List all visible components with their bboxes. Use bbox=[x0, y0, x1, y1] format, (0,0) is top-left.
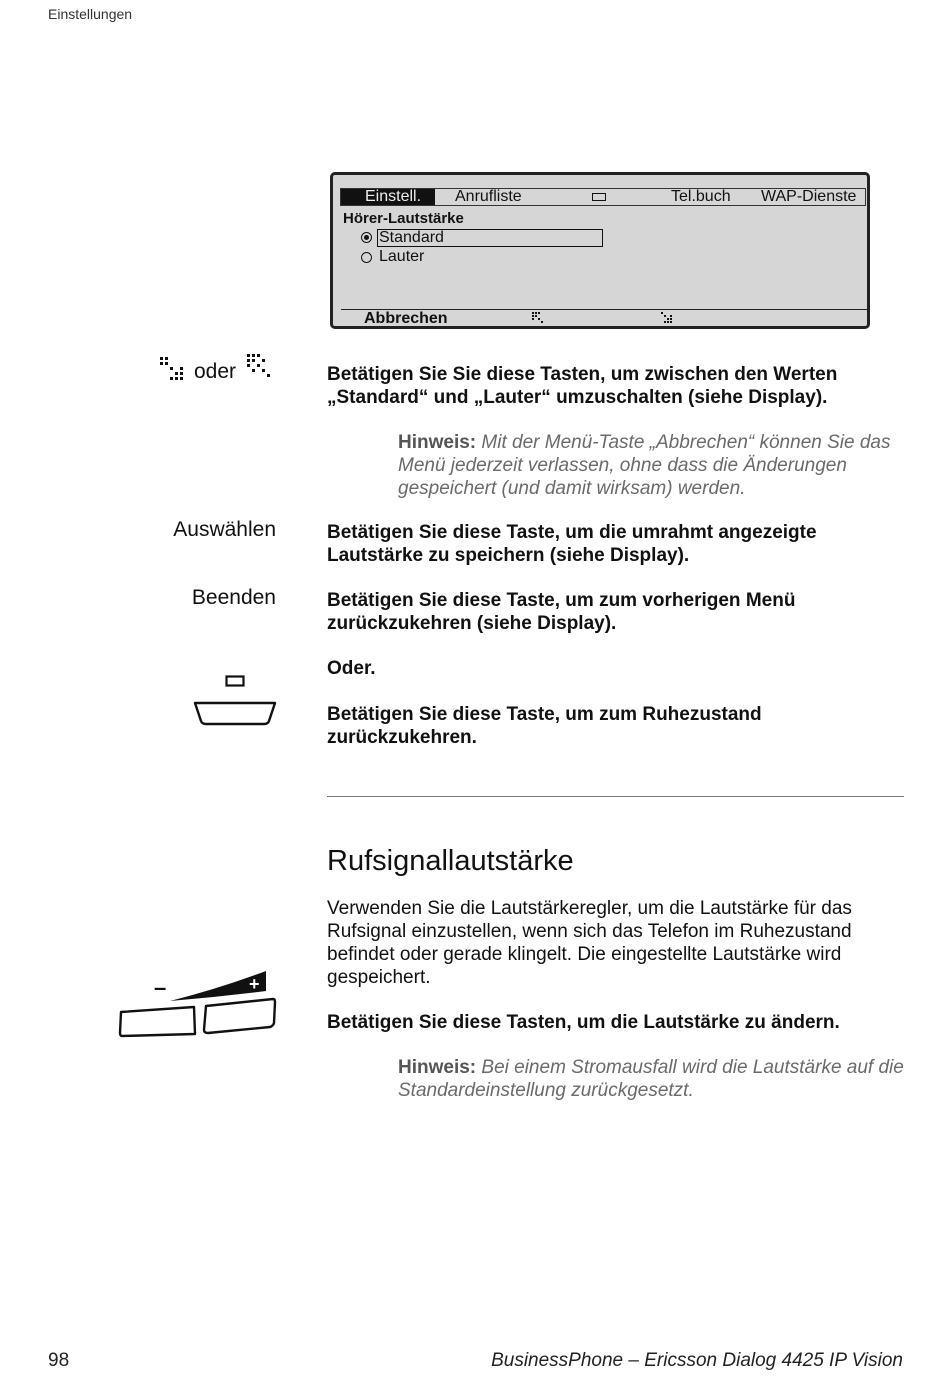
volume-keys-icon bbox=[118, 969, 278, 1041]
note-text-2: Bei einem Stromausfall wird die Lautstärke auf die Standardeinstellung zurückgesetzt. bbox=[398, 1057, 904, 1101]
section-divider bbox=[327, 796, 904, 797]
oder-label: oder bbox=[194, 360, 237, 383]
section-heading: Rufsignallautstärke bbox=[327, 845, 574, 877]
running-head: Einstellungen bbox=[48, 6, 133, 22]
display-title: Hörer-Lautstärke bbox=[343, 210, 464, 227]
key-beenden: Beenden bbox=[191, 586, 276, 609]
phonebook-key-icon bbox=[592, 193, 606, 201]
select-instruction: Betätigen Sie diese Taste, um die umrahmt angezeigte Lautstärke zu speichern (siehe Display). bbox=[327, 522, 817, 566]
exit-instruction: Betätigen Sie diese Taste, um zum vorherigen Menü zurückzukehren (siehe Display). bbox=[327, 590, 796, 634]
display-tab-einstell: Einstell. bbox=[341, 189, 435, 205]
idle-instruction: Betätigen Sie diese Taste, um zum Ruhezustand zurückzukehren. bbox=[327, 704, 762, 748]
display-tab-wap: WAP-Dienste bbox=[761, 188, 857, 205]
display-menu-bar bbox=[340, 188, 866, 206]
display-option-lauter: Lauter bbox=[379, 248, 425, 265]
phone-display bbox=[330, 172, 870, 329]
display-option-standard: Standard bbox=[379, 229, 444, 246]
radio-unselected-icon bbox=[361, 252, 372, 263]
arrow-up-left-icon bbox=[531, 311, 545, 325]
footer-title: BusinessPhone – Ericsson Dialog 4425 IP Vision bbox=[491, 1350, 903, 1371]
display-softkey-abbrechen: Abbrechen bbox=[364, 310, 448, 327]
volume-instruction: Betätigen Sie diese Tasten, um die Lautstärke zu ändern. bbox=[327, 1012, 840, 1033]
navigate-down-key-icon bbox=[159, 356, 187, 384]
arrow-down-right-icon bbox=[660, 311, 674, 325]
volume-plus-label: + bbox=[249, 974, 260, 994]
note-power-failure bbox=[398, 1056, 908, 1102]
key-auswaehlen: Auswählen bbox=[173, 518, 276, 541]
radio-selected-icon bbox=[361, 232, 372, 243]
note-text: Mit der Menü-Taste „Abbrechen“ können Sie das Menü jederzeit verlassen, ohne dass die Änderungen gespeichert (und damit wirksam) werden. bbox=[398, 432, 891, 499]
navigate-up-key-icon bbox=[246, 353, 274, 381]
section-body: Verwenden Sie die Lautstärkeregler, um die Lautstärke für das Rufsignal einzustellen, wenn sich das Telefon im Ruhezustand befindet oder gerade klingelt. Die eingestellte Lautstärke wird gespeichert. bbox=[327, 898, 852, 988]
display-tab-telbuch: Tel.buch bbox=[671, 188, 731, 205]
volume-minus-label: – bbox=[154, 975, 167, 1000]
note-label-2: Hinweis: bbox=[398, 1057, 477, 1078]
or-text: Oder. bbox=[327, 658, 376, 679]
note-abbrechen bbox=[398, 431, 908, 500]
note-label: Hinweis: bbox=[398, 432, 477, 453]
idle-key-icon bbox=[193, 673, 277, 727]
display-tab-anrufliste: Anrufliste bbox=[455, 188, 522, 205]
page-number: 98 bbox=[48, 1350, 70, 1371]
toggle-instruction: Betätigen Sie Sie diese Tasten, um zwischen den Werten „Standard“ und „Lauter“ umzuschalten (siehe Display). bbox=[327, 364, 838, 408]
